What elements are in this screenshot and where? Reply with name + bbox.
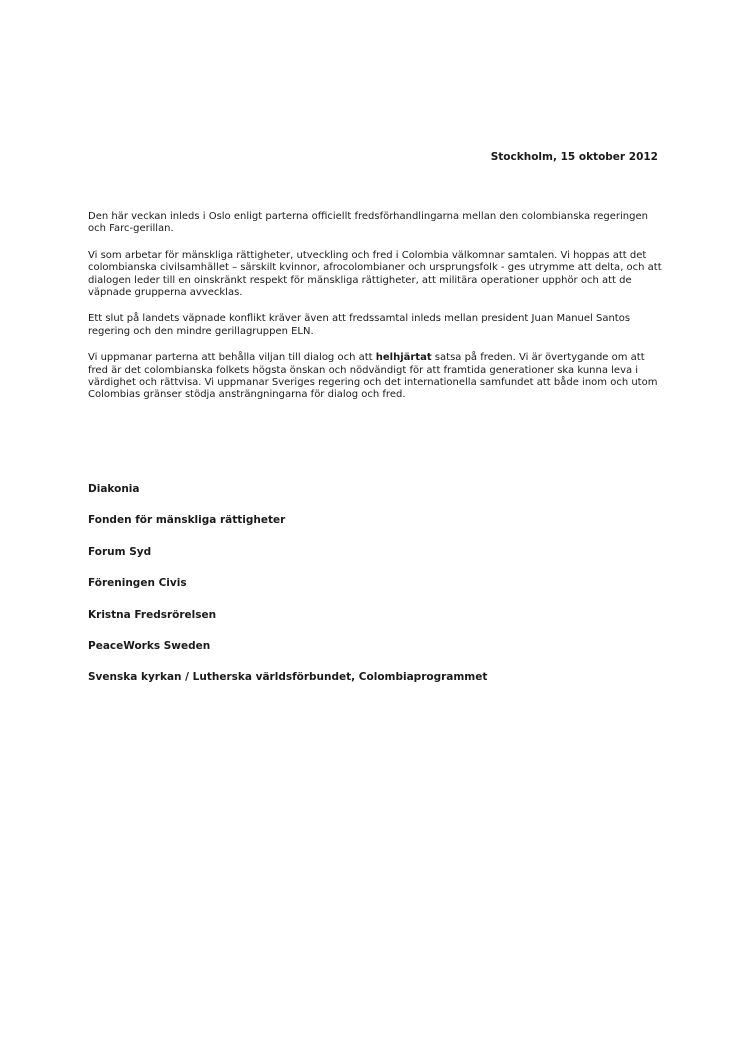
letter-body	[88, 211, 663, 416]
signatory-fonden: Fonden för mänskliga rättigheter	[88, 514, 286, 527]
signatory-forum-syd: Forum Syd	[88, 545, 152, 558]
paragraph-4-before: Vi uppmanar parterna att behålla viljan till dialog och att	[88, 352, 376, 364]
signatory-peaceworks: PeaceWorks Sweden	[88, 639, 211, 652]
paragraph-4-emphasis: helhjärtat	[375, 352, 432, 364]
paragraph-4-after: satsa på freden. Vi är övertygande om att fred är det colombianska folkets högsta önskan och nödvändigt för att framtida generationer ska kunna leva i värdighet och rättvisa. Vi uppmanar Sveriges regering och det internationella samfundet att både inom och utom Colombias gränser stödja ansträngningarna för dialog och fred.	[88, 352, 658, 401]
paragraph-2: Vi som arbetar för mänskliga rättigheter, utveckling och fred i Colombia välkomnar samtalen. Vi hoppas att det colombianska civilsamhället – särskilt kvinnor, afrocolombianer och ursprungsfolk - ges utrymme att delta, och att dialogen leder till en oinskränkt respekt för mänskliga rättigheter, att militära operationer upphör och att de väpnade grupperna avvecklas.	[88, 249, 662, 299]
paragraph-4	[88, 352, 663, 402]
paragraph-1: Den här veckan inleds i Oslo enligt parterna officiellt fredsförhandlingarna mellan den colombianska regeringen och Farc-gerillan.	[88, 211, 648, 235]
place-date: Stockholm, 15 oktober 2012	[490, 151, 658, 163]
signatory-diakonia: Diakonia	[88, 483, 140, 495]
paragraph-3: Ett slut på landets väpnade konflikt kräver även att fredssamtal inleds mellan president Juan Manuel Santos regering och den mindre gerillagruppen ELN.	[88, 313, 631, 337]
signatory-civis: Föreningen Civis	[88, 577, 187, 590]
signatory-kristna-fredsrorelsen: Kristna Fredsrörelsen	[88, 608, 217, 621]
signatory-svenska-kyrkan: Svenska kyrkan / Lutherska världsförbundet, Colombiaprogrammet	[88, 671, 488, 684]
signatory-list	[88, 482, 648, 702]
